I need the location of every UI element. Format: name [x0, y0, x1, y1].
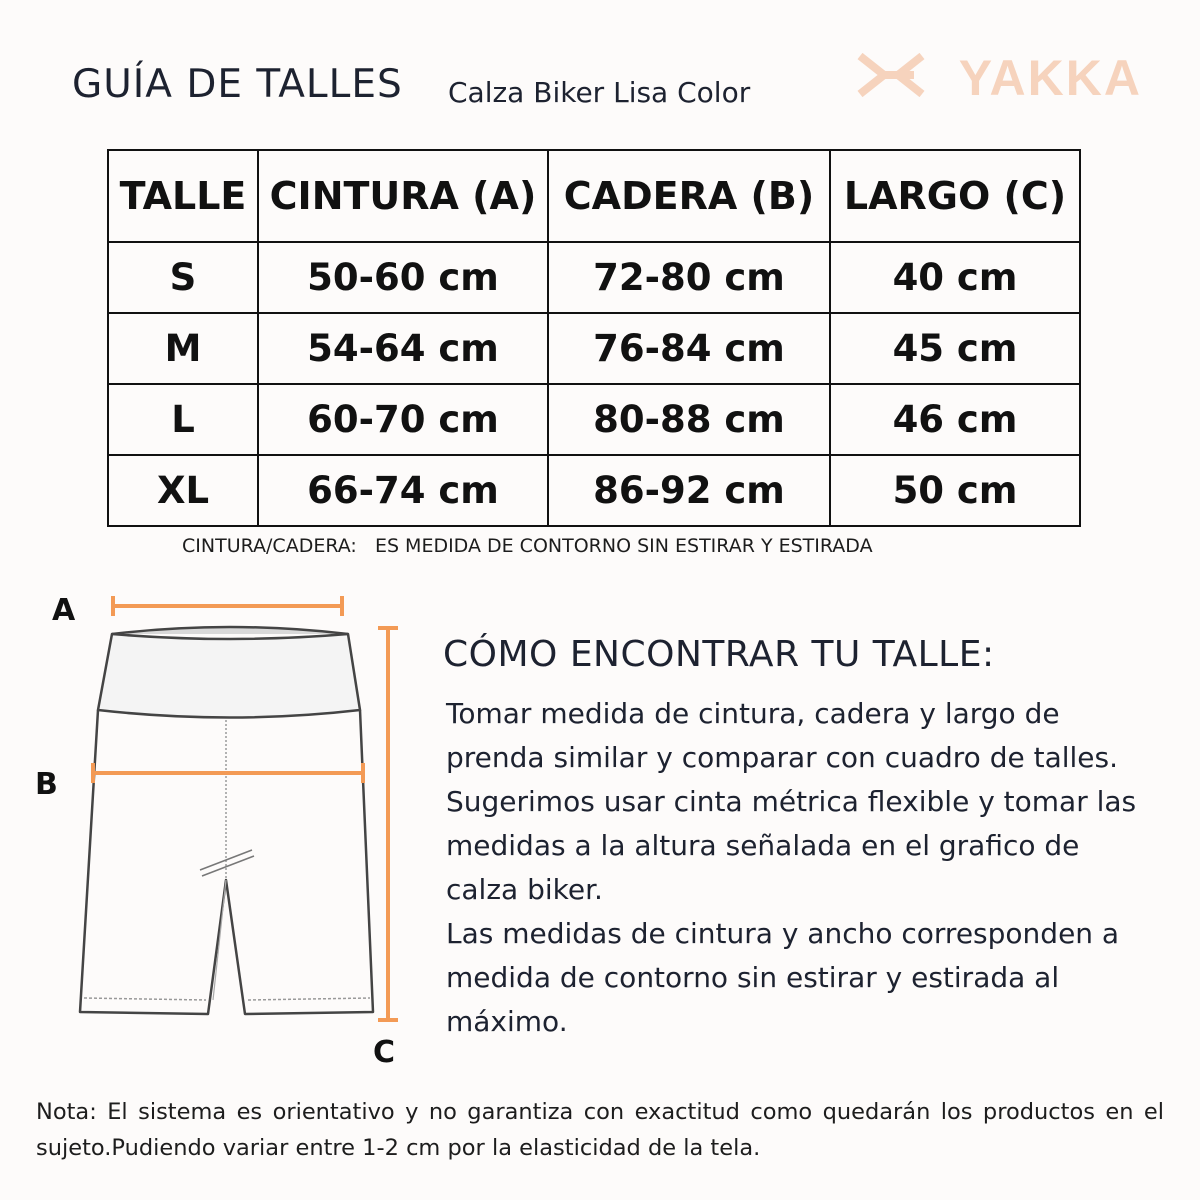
- product-subtitle: Calza Biker Lisa Color: [448, 76, 751, 109]
- cell-size: M: [108, 313, 258, 384]
- label-c: C: [373, 1035, 396, 1070]
- how-to-body: [446, 692, 1146, 1044]
- cell-cintura: 66-74 cm: [258, 455, 548, 526]
- cell-size: L: [108, 384, 258, 455]
- brand-logo: [856, 50, 1148, 100]
- label-a: A: [52, 593, 76, 628]
- how-to-paragraph-1: Tomar medida de cintura, cadera y largo de prenda similar y comparar con cuadro de talles. Sugerimos usar cinta métrica flexible y tomar las medidas a la altura señalada en el grafico de calza biker.: [446, 697, 1137, 906]
- table-row-s: [108, 242, 1080, 313]
- header-cadera: CADERA (B): [548, 150, 830, 242]
- measure-line-a: [113, 596, 342, 616]
- cell-cadera: 76-84 cm: [548, 313, 830, 384]
- cell-cintura: 60-70 cm: [258, 384, 548, 455]
- how-to-title: CÓMO ENCONTRAR TU TALLE:: [443, 634, 995, 675]
- table-row-xl: [108, 455, 1080, 526]
- brand-logo-mark: [860, 56, 922, 94]
- table-row-m: [108, 313, 1080, 384]
- cell-largo: 50 cm: [830, 455, 1080, 526]
- cell-largo: 40 cm: [830, 242, 1080, 313]
- cell-cadera: 80-88 cm: [548, 384, 830, 455]
- cell-cadera: 86-92 cm: [548, 455, 830, 526]
- measure-line-b: [93, 763, 363, 783]
- brand-logo-text: YAKKA: [958, 50, 1142, 100]
- table-row-l: [108, 384, 1080, 455]
- cell-cintura: 50-60 cm: [258, 242, 548, 313]
- header-cintura: CINTURA (A): [258, 150, 548, 242]
- cell-largo: 45 cm: [830, 313, 1080, 384]
- cell-largo: 46 cm: [830, 384, 1080, 455]
- table-note: CINTURA/CADERA: ES MEDIDA DE CONTORNO SIN ESTIRAR Y ESTIRADA: [182, 535, 873, 557]
- header-largo: LARGO (C): [830, 150, 1080, 242]
- cell-cadera: 72-80 cm: [548, 242, 830, 313]
- cell-size: XL: [108, 455, 258, 526]
- header-talle: TALLE: [108, 150, 258, 242]
- measure-line-c: [378, 628, 398, 1020]
- cell-cintura: 54-64 cm: [258, 313, 548, 384]
- cell-size: S: [108, 242, 258, 313]
- biker-shorts-diagram: [30, 580, 430, 1080]
- label-b: B: [35, 767, 58, 802]
- how-to-paragraph-2: Las medidas de cintura y ancho corresponden a medida de contorno sin estirar y estirada al máximo.: [446, 917, 1120, 1038]
- size-table: [107, 149, 1081, 527]
- footer-note: Nota: El sistema es orientativo y no garantiza con exactitud como quedarán los productos en el sujeto.Pudiendo variar entre 1-2 cm por la elasticidad de la tela.: [36, 1099, 1164, 1161]
- table-header-row: [108, 150, 1080, 242]
- page-title: GUÍA DE TALLES: [72, 62, 403, 107]
- shorts-illustration: [80, 627, 373, 1014]
